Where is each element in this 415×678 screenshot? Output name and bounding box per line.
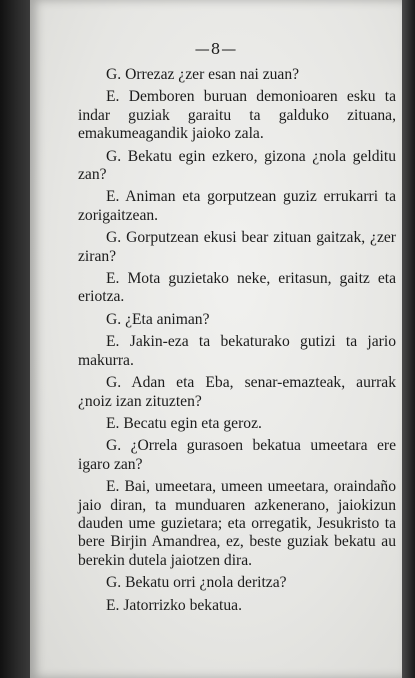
- dialogue-text: Jatorrizko bekatua.: [123, 596, 242, 614]
- page-number: —8—: [194, 40, 238, 58]
- speaker-label: E.: [106, 188, 120, 206]
- dialogue-entry: [78, 597, 396, 615]
- dialogue-entry: [78, 88, 396, 143]
- dialogue-entry: [78, 188, 396, 225]
- speaker-label: G.: [106, 574, 122, 592]
- dialogue-text: Bekatu orri ¿nola deritza?: [125, 574, 287, 592]
- dialogue-text: Animan eta gorputzean guziz errukarri ta zorigaitzean.: [78, 188, 396, 224]
- book-page: [30, 0, 402, 678]
- dialogue-text: Becatu egin eta geroz.: [123, 414, 262, 432]
- speaker-label: G.: [106, 310, 122, 328]
- speaker-label: G.: [106, 374, 122, 392]
- dialogue-entry: [78, 311, 396, 329]
- dialogue-entry: [78, 229, 396, 266]
- dialogue-text: ¿Eta animan?: [125, 310, 210, 328]
- dialogue-entry: [78, 333, 396, 370]
- dialogue-entry: [78, 437, 396, 474]
- speaker-label: E.: [106, 88, 120, 106]
- dialogue-text: Mota guzietako neke, eritasun, gaitz eta eriotza.: [78, 270, 396, 306]
- dialogue-entry: [78, 66, 396, 84]
- speaker-label: E.: [106, 414, 120, 432]
- dialogue-entry: [78, 478, 396, 570]
- dialogue-text: Jakin-eza ta bekaturako gutizi ta jario makurra.: [78, 333, 397, 369]
- dialogue-text: Bekatu egin ezkero, gizona ¿nola gelditu zan?: [78, 147, 396, 184]
- speaker-label: G.: [106, 66, 122, 83]
- dialogue-entry: [78, 270, 396, 307]
- catechism-text: [78, 66, 396, 619]
- speaker-label: E.: [106, 270, 120, 288]
- dialogue-text: ¿Orrela gurasoen bekatua umeetara ere igaro zan?: [78, 437, 396, 473]
- dialogue-text: Demboren buruan demonioaren esku ta indar guziak garaitu ta galduko zituana, emakumeagandik jaioko zala.: [78, 88, 397, 143]
- speaker-label: G.: [106, 437, 122, 455]
- dialogue-text: Adan eta Eba, senar-emazteak, aurrak ¿noiz izan zituzten?: [78, 374, 396, 410]
- dialogue-entry: [78, 574, 396, 592]
- page-edge-shadow: [402, 0, 415, 678]
- speaker-label: G.: [106, 229, 122, 247]
- speaker-label: E.: [106, 596, 120, 614]
- dialogue-entry: [78, 374, 396, 411]
- speaker-label: G.: [106, 147, 122, 165]
- dialogue-text: Bai, umeetara, umeen umeetara, oraindaño jaio diran, ta munduaren azkenerano, jaiokizun dauden ume guzietara; eta orregatik, Jesukristo ta bere Birjin Amandrea, ez, beste guziak bekatu au berekin dutela jaiotzen dira.: [78, 478, 396, 569]
- dialogue-entry: [78, 148, 396, 185]
- dialogue-text: Gorputzean ekusi bear zituan gaitzak, ¿zer ziran?: [78, 229, 396, 265]
- speaker-label: E.: [106, 478, 120, 496]
- book-binding-shadow: [0, 0, 30, 678]
- speaker-label: E.: [106, 333, 120, 351]
- dialogue-text: Orrezaz ¿zer esan nai zuan?: [125, 66, 300, 83]
- dialogue-entry: [78, 415, 396, 433]
